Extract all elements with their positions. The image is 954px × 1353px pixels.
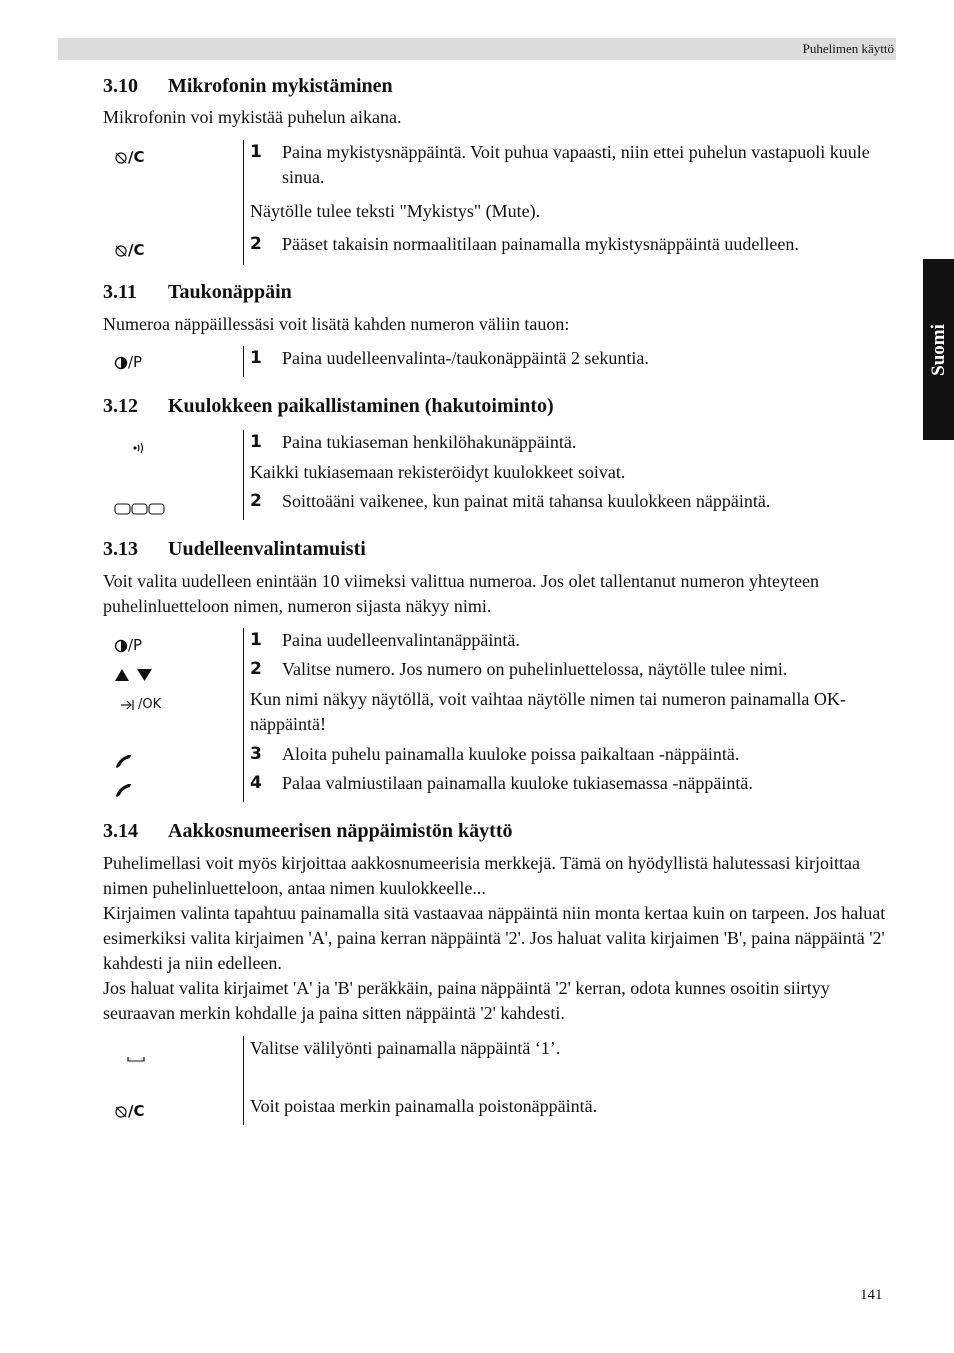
step-note: Voit poistaa merkin painamalla poistonäppäintä. [250,1096,598,1116]
mute-microphone-icon [114,1105,128,1119]
side-tab-label: Suomi [927,323,949,376]
section-title: Aakkosnumeerisen näppäimistön käyttö [168,820,513,842]
paging-key-icon [131,438,147,456]
step-note: Kaikki tukiasemaan rekisteröidyt kuulokkeet soivat. [250,462,626,482]
step-item [250,742,895,767]
step-text: Aloita puhelu painamalla kuuloke poissa paikaltaan -näppäintä. [282,744,740,764]
section-heading-3-11 [103,281,292,304]
step-divider-line [243,140,244,265]
step-note: Näytölle tulee teksti "Mykistys" (Mute). [250,201,541,221]
call-key-icon [114,751,136,769]
mute-microphone-icon [114,151,128,165]
step-text: Pääset takaisin normaalitilaan painamalla mykistysnäppäintä uudelleen. [282,234,799,254]
mute-key-icon: /C [114,241,145,259]
section-title: Mikrofonin mykistäminen [168,75,393,97]
section-number: 3.11 [103,281,137,303]
step-item [250,657,895,682]
step-text: Paina mykistysnäppäintä. Voit puhua vapaasti, niin ettei puhelun vastapuoli kuule sinua. [282,142,870,187]
step-number: 1 [250,432,262,452]
step-text: Valitse numero. Jos numero on puhelinluettelossa, näytölle tulee nimi. [282,659,788,679]
keypad-keys-icon [114,502,166,516]
step-divider-line [243,346,244,377]
space-symbol-icon [127,1049,145,1063]
step-item [250,140,895,190]
step-text: Paina uudelleenvalinta-/taukonäppäintä 2 sekuntia. [282,348,649,368]
page-header-bar [58,38,896,60]
header-text: Puhelimen käyttö [802,41,894,56]
section-title: Taukonäppäin [168,281,292,303]
step-divider-line [243,1036,244,1125]
step-item [250,489,895,514]
step-text: Palaa valmiustilaan painamalla kuuloke tukiasemassa -näppäintä. [282,773,753,793]
step-number: 2 [250,234,262,254]
step-number: 2 [250,659,262,679]
mute-key-icon: /C [114,148,145,166]
step-number: 3 [250,744,262,764]
hang-up-key-icon [114,780,136,798]
language-side-tab [923,259,954,440]
delete-key-icon: /C [114,1102,145,1120]
section-intro: Voit valita uudelleen enintään 10 viimeksi valittua numeroa. Jos olet tallentanut numeron yhteyteen puhelinluetteloon nimen, numeron sijasta näkyy nimi. [103,571,819,616]
step-number: 4 [250,773,262,793]
step-item [250,232,895,257]
step-item [250,771,895,796]
step-text: Paina tukiaseman henkilöhakunäppäintä. [282,432,577,452]
redial-pause-key-icon: /P [114,353,142,371]
mute-microphone-icon [114,244,128,258]
section-number: 3.14 [103,820,138,842]
step-item [250,628,895,653]
step-text: Soittoääni vaikenee, kun painat mitä tahansa kuulokkeen näppäintä. [282,491,771,511]
page-number: 141 [860,1287,883,1303]
step-text: Paina uudelleenvalintanäppäintä. [282,630,520,650]
section-title: Uudelleenvalintamuisti [168,538,366,560]
step-item [250,430,895,455]
section-intro: Mikrofonin voi mykistää puhelun aikana. [103,107,402,127]
section-number: 3.10 [103,75,138,97]
section-paragraph: Kirjaimen valinta tapahtuu painamalla sitä vastaavaa näppäintä niin monta kertaa kuin on tarpeen. Jos haluat esimerkiksi valita kirjaimen 'A', paina kerran näppäintä '2'. Jos haluat valita kirjaimen 'B', paina näppäintä '2' kahdesti ja niin edelleen. [103,903,886,973]
step-number: 2 [250,491,262,511]
step-number: 1 [250,142,262,162]
section-title: Kuulokkeen paikallistaminen (hakutoiminto) [168,395,554,417]
section-heading-3-10 [103,75,393,98]
step-number: 1 [250,630,262,650]
step-note: Valitse välilyönti painamalla näppäintä ‘1’. [250,1038,561,1058]
section-paragraph: Jos haluat valita kirjaimet 'A' ja 'B' peräkkäin, paina näppäintä '2' kerran, odota kunnes osoitin siirtyy seuraavan merkin kohdalle ja paina sitten näppäintä '2' kahdesti. [103,978,830,1023]
step-number: 1 [250,348,262,368]
step-item [250,346,895,371]
page-signal-icon [131,441,147,455]
ok-key-icon: /OK [120,696,161,714]
navigation-keys-icon [114,665,154,683]
space-key-icon [127,1046,145,1064]
section-number: 3.12 [103,395,138,417]
section-heading-3-14 [103,820,513,843]
redial-key-icon: /P [114,636,142,654]
up-down-arrows-icon [114,668,154,682]
redial-icon [114,639,128,653]
any-key-icon [114,499,166,517]
redial-icon [114,356,128,370]
ok-arrow-icon [120,698,138,712]
section-number: 3.13 [103,538,138,560]
handset-off-hook-icon [114,753,136,769]
step-divider-line [243,430,244,520]
section-paragraph: Puhelimellasi voit myös kirjoittaa aakkosnumeerisia merkkejä. Tämä on hyödyllistä halutessasi kirjoittaa nimen puhelinluetteloon, antaa nimen kuulokkeelle... [103,853,861,898]
handset-on-hook-icon [114,782,136,798]
step-divider-line [243,628,244,802]
step-note: Kun nimi näkyy näytöllä, voit vaihtaa näytölle nimen tai numeron painamalla OK-näppäintä! [250,689,846,734]
section-heading-3-13 [103,538,366,561]
section-intro: Numeroa näppäillessäsi voit lisätä kahden numeron väliin tauon: [103,314,570,334]
section-heading-3-12 [103,395,554,418]
